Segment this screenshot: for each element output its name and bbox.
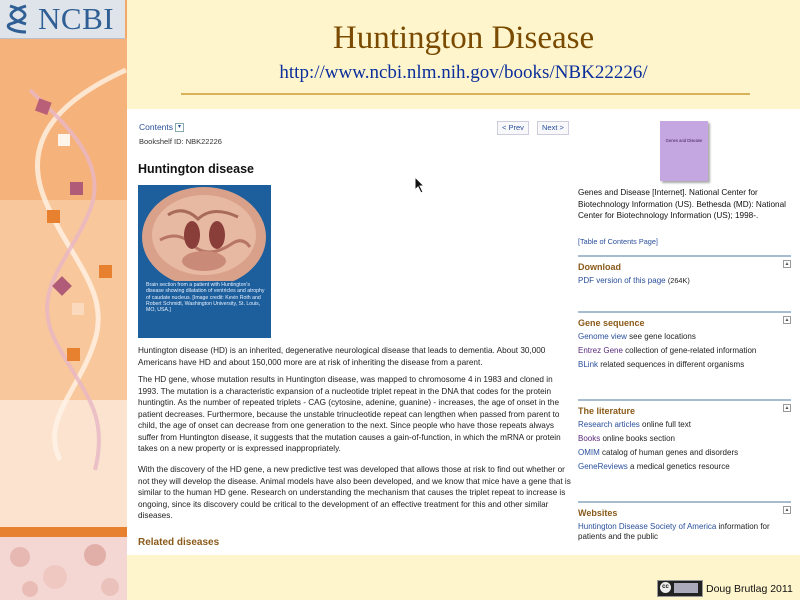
author-credit: Doug Brutlag 2011 xyxy=(706,583,793,595)
books-link[interactable]: Books xyxy=(578,434,601,443)
ncbi-logo-text: NCBI xyxy=(38,1,115,36)
list-item xyxy=(578,332,791,342)
list-item xyxy=(578,448,791,458)
book-cover-thumbnail[interactable] xyxy=(660,121,708,181)
paragraph-intro: Huntington disease (HD) is an inherited, degenerative neurological disease that leads to dementia. About 30,000 Americans have HD and about 150,000 more are at risk of inheriting the disease from a parent. xyxy=(138,346,546,367)
embedded-webpage-screenshot xyxy=(127,109,800,555)
title-divider xyxy=(181,93,750,95)
collapse-icon[interactable]: ▲ xyxy=(784,507,790,513)
next-button[interactable]: Next > xyxy=(537,121,569,135)
brain-section-image[interactable] xyxy=(138,185,271,338)
link-description: online books section xyxy=(602,434,675,443)
genome-view-link[interactable]: Genome view xyxy=(578,332,627,341)
gene-sequence-heading: Gene sequence xyxy=(578,318,645,328)
download-heading: Download xyxy=(578,262,621,272)
by-attribution-icon xyxy=(674,583,698,593)
pdf-link[interactable]: PDF version of this page xyxy=(578,276,666,285)
websites-section xyxy=(578,501,791,542)
slide-title: Huntington Disease xyxy=(332,20,595,56)
research-articles-link[interactable]: Research articles xyxy=(578,420,640,429)
link-description: a medical genetics resource xyxy=(630,462,730,471)
entrez-gene-link[interactable]: Entrez Gene xyxy=(578,346,623,355)
mouse-cursor-icon xyxy=(414,176,426,194)
chevron-down-icon: ▾ xyxy=(175,123,184,132)
literature-heading: The literature xyxy=(578,406,636,416)
dna-helix-decoration xyxy=(0,0,127,528)
pdf-size: (264K) xyxy=(667,276,690,285)
brain-illustration xyxy=(138,185,271,281)
left-decorative-strip xyxy=(0,0,127,600)
list-item xyxy=(578,434,791,444)
link-description: catalog of human genes and disorders xyxy=(602,448,739,457)
contents-label: Contents xyxy=(139,122,174,132)
gene-sequence-section xyxy=(578,311,791,370)
paragraph-discovery: With the discovery of the HD gene, a new predictive test was developed that allows those at risk to find out whether or not they will develop the disease. Animal models have also been developed, and we know that mice have a gene that is similar to the human HD gene. Research on understanding the mechanism that causes the triplet repeat to increase is ongoing, since its discovery could be critical to the development of an effective treatment for this and other similar diseases. xyxy=(138,465,571,520)
book-cover-title: Genes and Disease xyxy=(665,138,703,143)
list-item xyxy=(578,462,791,472)
link-description: collection of gene-related information xyxy=(625,346,757,355)
link-description: online full text xyxy=(642,420,691,429)
omim-link[interactable]: OMIM xyxy=(578,448,600,457)
slide-url-link[interactable]: http://www.ncbi.nlm.nih.gov/books/NBK22226/ xyxy=(279,62,648,83)
contents-dropdown[interactable] xyxy=(139,122,184,132)
list-item xyxy=(578,346,791,356)
link-description: information for patients and the public xyxy=(578,522,770,541)
paragraph-gene: The HD gene, whose mutation results in Huntington disease, was mapped to chromosome 4 in 1983 and cloned in 1993. The mutation is a characteristic expansion of a nucleotide triplet repeat in the DNA that codes for the protein huntingtin. As the number of repeated triplets - CAG (cytosine, adenine, guanine) - increases, the age of onset in the patient decreases. Furthermore, because the unstable trinucleotide repeat can lengthen when passed from parent to child, the age of onset can decrease from one generation to the next. Since people who have those repeats always suffer from Huntington disease, it suggests that the mutation causes a gain-of-function, in which the mRNA or protein takes on a new property or is expressed inappropriately. xyxy=(138,375,561,453)
blink-link[interactable]: BLink xyxy=(578,360,599,369)
list-item xyxy=(578,360,791,370)
article-heading: Huntington disease xyxy=(138,162,254,176)
table-of-contents-link[interactable]: [Table of Contents Page] xyxy=(578,237,658,246)
literature-section xyxy=(578,399,791,472)
prev-button[interactable]: < Prev xyxy=(497,121,529,135)
figure-caption: Brain section from a patient with Huntington's disease showing dilatation of ventricles and atrophy of caudate nucleus. [Image credit: Kevin Roth and Robert Schmidt, Washington University, St. Louis, MO, USA.] xyxy=(146,282,265,314)
bookshelf-id: Bookshelf ID: NBK22226 xyxy=(139,137,222,146)
download-section xyxy=(578,255,791,286)
list-item xyxy=(578,420,791,430)
related-diseases-heading: Related diseases xyxy=(138,537,220,548)
collapse-icon[interactable]: ▲ xyxy=(784,405,790,411)
link-description: see gene locations xyxy=(629,332,696,341)
creative-commons-badge[interactable] xyxy=(657,580,703,597)
book-citation: Genes and Disease [Internet]. National Center for Biotechnology Information (US). Bethesda (MD): National Center for Biotechnology Information (US); 1998-. xyxy=(578,188,786,221)
link-description: related sequences in different organisms xyxy=(600,360,745,369)
collapse-icon[interactable]: ▲ xyxy=(784,317,790,323)
floral-pattern-decoration xyxy=(0,537,127,600)
genereviews-link[interactable]: GeneReviews xyxy=(578,462,628,471)
cc-license-icon: cc xyxy=(660,582,671,593)
websites-heading: Websites xyxy=(578,508,618,518)
collapse-icon[interactable]: ▲ xyxy=(784,261,790,267)
ncbi-logo xyxy=(0,0,125,39)
hdsa-link[interactable]: Huntington Disease Society of America xyxy=(578,522,717,531)
ncbi-helix-icon xyxy=(6,4,34,34)
